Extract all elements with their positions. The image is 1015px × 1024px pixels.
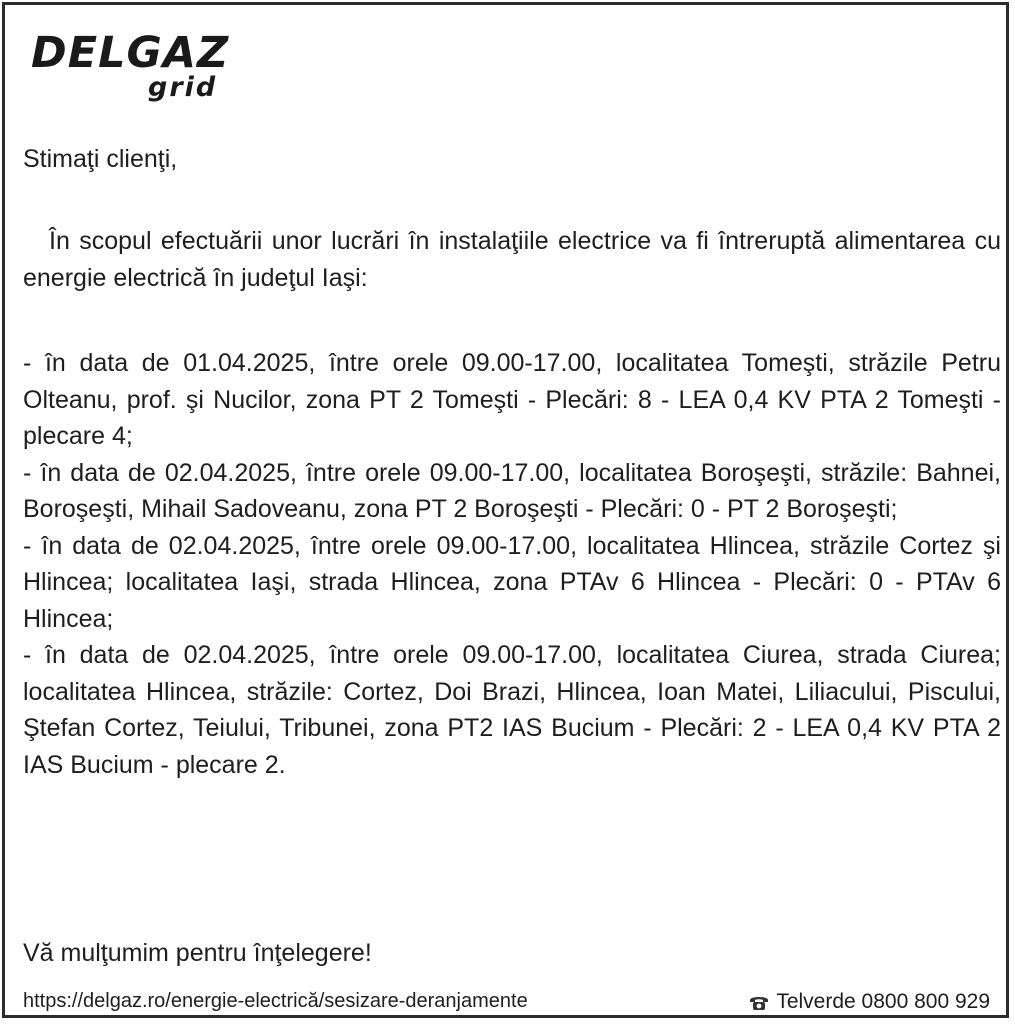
phone-number: Telverde 0800 800 929 xyxy=(776,990,990,1013)
outage-item: - în data de 02.04.2025, între orele 09.00-17.00, localitatea Hlincea, străzile Cortez şi Hlincea; localitatea Iaşi, strada Hlincea, zona PTAv 6 Hlincea - Plecări: 0 - PTAv 6 Hlincea; xyxy=(23,531,1001,633)
outage-list xyxy=(23,345,1001,783)
telephone-icon xyxy=(748,993,770,1011)
outage-item: - în data de 01.04.2025, între orele 09.00-17.00, localitatea Tomeşti, străzile Petru Olteanu, prof. şi Nucilor, zona PT 2 Tomeşti - Plecări: 8 - LEA 0,4 KV PTA 2 Tomeşti -plecare 4; xyxy=(23,349,1001,450)
logo-subtitle: grid xyxy=(148,72,218,103)
outage-item: - în data de 02.04.2025, între orele 09.00-17.00, localitatea Ciurea, strada Ciurea; localitatea Hlincea, străzile: Cortez, Doi Brazi, Hlincea, Ioan Matei, Liliacului, Piscului, Ştefan Cortez, Teiului, Tribunei, zona PT2 IAS Bucium - Plecări: 2 - LEA 0,4 KV PTA 2 IAS Bucium - plecare 2. xyxy=(23,641,1001,779)
logo-wordmark: DELGAZ xyxy=(31,28,230,78)
notice-frame xyxy=(2,2,1009,1018)
footer-url-link[interactable]: https://delgaz.ro/energie-electrică/sesizare-deranjamente xyxy=(23,990,528,1012)
footer-phone xyxy=(748,990,990,1014)
closing-text: Vă mulţumim pentru înţelegere! xyxy=(23,939,372,967)
greeting: Stimaţi clienţi, xyxy=(23,145,178,173)
delgaz-grid-logo xyxy=(31,28,231,107)
intro-paragraph: În scopul efectuării unor lucrări în instalaţiile electrice va fi întreruptă alimentarea cu energie electrică în judeţul Iaşi: xyxy=(23,227,1001,292)
outage-item: - în data de 02.04.2025, între orele 09.00-17.00, localitatea Boroşeşti, străzile: Bahnei, Boroşeşti, Mihail Sadoveanu, zona PT 2 Boroşeşti - Plecări: 0 - PT 2 Boroşeşti; xyxy=(23,458,1001,523)
